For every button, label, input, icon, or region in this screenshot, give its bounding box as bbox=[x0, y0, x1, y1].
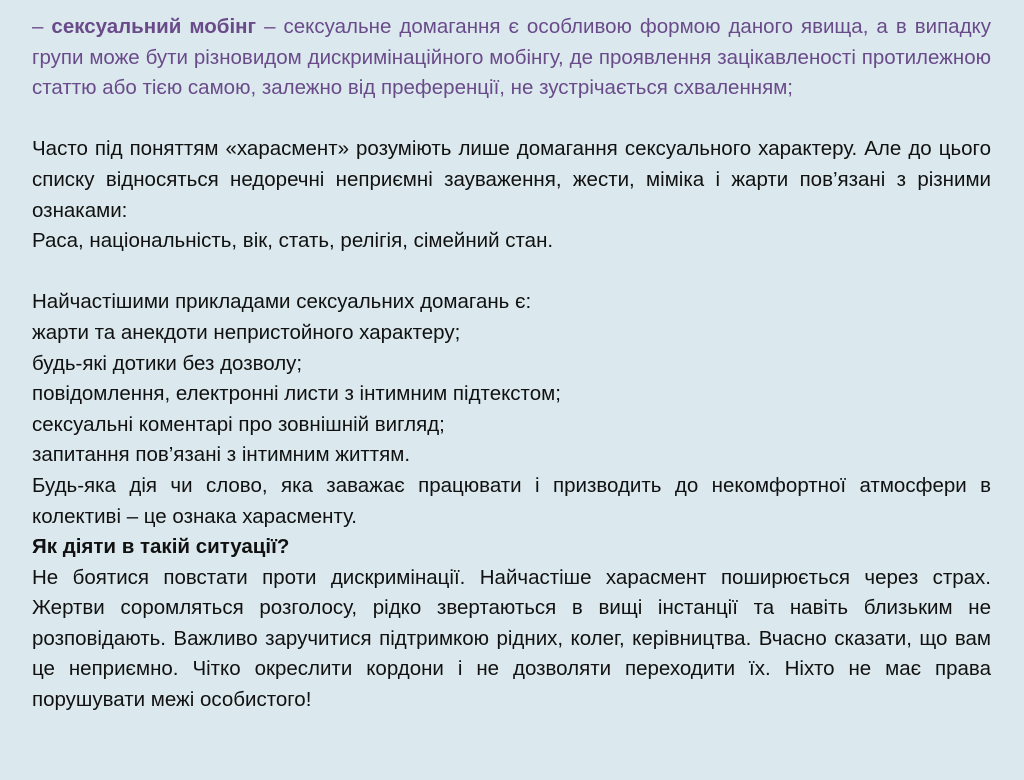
spacer bbox=[32, 257, 991, 288]
intro-term: сексуальний мобінг bbox=[51, 15, 257, 38]
examples-list bbox=[32, 287, 991, 471]
spacer bbox=[32, 104, 991, 135]
list-item: будь-які дотики без дозволу; bbox=[32, 351, 303, 375]
advice-paragraph: Не боятися повстати проти дискримінації. Найчастіше харасмент поширюється через страх. Жертви соромляться розголосу, рідко звертаються в вищі інстанції та навіть близьким не розповідають. Важливо заручитися підтримкою рідних, колег, керівництва. Вчасно сказати, що вам це неприємно. Чітко окреслити кордони і не дозволяти переходити їх. Ніхто не має права порушувати межі особистого! bbox=[32, 565, 991, 712]
intro-paragraph bbox=[32, 12, 991, 104]
list-item: сексуальні коментарі про зовнішній вигляд; bbox=[32, 412, 445, 436]
advice-heading: Як діяти в такій ситуації? bbox=[32, 535, 290, 559]
document-page bbox=[0, 12, 1024, 780]
list-item: жарти та анекдоти непристойного характеру; bbox=[32, 320, 461, 344]
examples-heading: Найчастішими прикладами сексуальних домагань є: bbox=[32, 290, 532, 314]
intro-dash: – bbox=[32, 15, 52, 38]
list-item: повідомлення, електронні листи з інтимним підтекстом; bbox=[32, 382, 561, 406]
list-item: запитання пов’язані з інтимним життям. bbox=[32, 443, 411, 467]
intro-text: – сексуальне домагання є особливою формою даного явища, а в випадку групи може бути різновидом дискримінаційного мобінгу, де проявлення зацікавленості протилежною статтю або тією самою, залежно від преференції, не зустрічається схваленням; bbox=[32, 15, 991, 100]
conclusion-paragraph: Будь-яка дія чи слово, яка заважає працювати і призводить до некомфортної атмосфери в колективі – це ознака харасменту. bbox=[32, 473, 991, 528]
harassment-paragraph: Часто під поняттям «харасмент» розуміють лише домагання сексуального характеру. Але до цього списку відносяться недоречні неприємні зауваження, жести, міміка і жарти пов’язані з різними ознаками: bbox=[32, 137, 991, 222]
attributes-line: Раса, національність, вік, стать, релігія, сімейний стан. bbox=[32, 229, 554, 253]
